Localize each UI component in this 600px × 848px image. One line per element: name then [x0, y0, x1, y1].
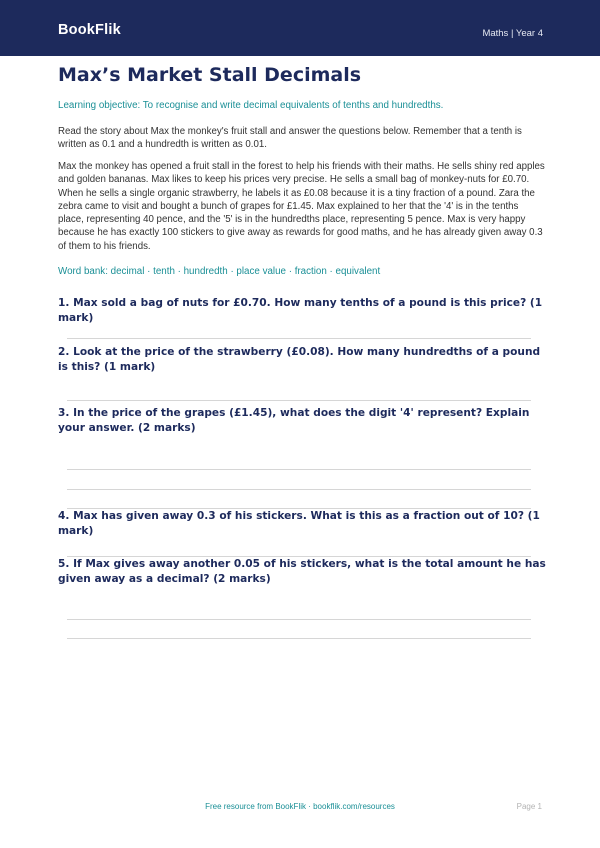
learning-objective: Learning objective: To recognise and write decimal equivalents of tenths and hundredths.	[58, 100, 444, 111]
answer-line	[67, 400, 531, 401]
answer-line	[67, 489, 531, 490]
question-5: 5. If Max gives away another 0.05 of his stickers, what is the total amount he has given away as a decimal? (2 marks)	[58, 558, 546, 585]
question-2: 2. Look at the price of the strawberry (£0.08). How many hundredths of a pound is this? (1 mark)	[58, 346, 541, 373]
page-header	[0, 0, 600, 56]
answer-line	[67, 619, 531, 620]
worksheet-title: Max’s Market Stall Decimals	[58, 64, 362, 86]
footer-resource-text: Free resource from BookFlik · bookflik.com/resources	[205, 802, 395, 811]
intro-paragraph: Read the story about Max the monkey's fruit stall and answer the questions below. Remember that a tenth is written as 0.1 and a hundredth is written as 0.01.	[58, 126, 522, 151]
answer-line	[67, 638, 531, 639]
word-bank: Word bank: decimal · tenth · hundredth · place value · fraction · equivalent	[58, 266, 381, 277]
story-paragraph: Max the monkey has opened a fruit stall in the forest to help his friends with their maths. He sells shiny red apples and golden bananas. Max likes to keep his prices very precise. He sells a small bag of monkey-nuts for £0.70. When he sells a single organic strawberry, he labels it as £0.08 because it is a tiny fraction of a pound. Zara the zebra came to visit and bought a bunch of grapes for £1.45. Max explained to her that the '4' is in the tenths place, representing 40 pence, and the '5' is in the hundredths place, representing 5 pence. Max is very happy because he has exactly 100 stickers to give away as rewards for good maths, and he has already given away 0.3 of them to his friends.	[58, 161, 545, 252]
subject-label: Maths | Year 4	[482, 28, 543, 39]
question-3: 3. In the price of the grapes (£1.45), what does the digit '4' represent? Explain your answer. (2 marks)	[58, 407, 530, 434]
page-number: Page 1	[516, 802, 542, 811]
brand-logo: BookFlik	[58, 22, 121, 38]
answer-line	[67, 338, 531, 339]
question-1: 1. Max sold a bag of nuts for £0.70. How many tenths of a pound is this price? (1 mark)	[58, 297, 543, 324]
question-4: 4. Max has given away 0.3 of his stickers. What is this as a fraction out of 10? (1 mark)	[58, 510, 540, 537]
answer-line	[67, 469, 531, 470]
